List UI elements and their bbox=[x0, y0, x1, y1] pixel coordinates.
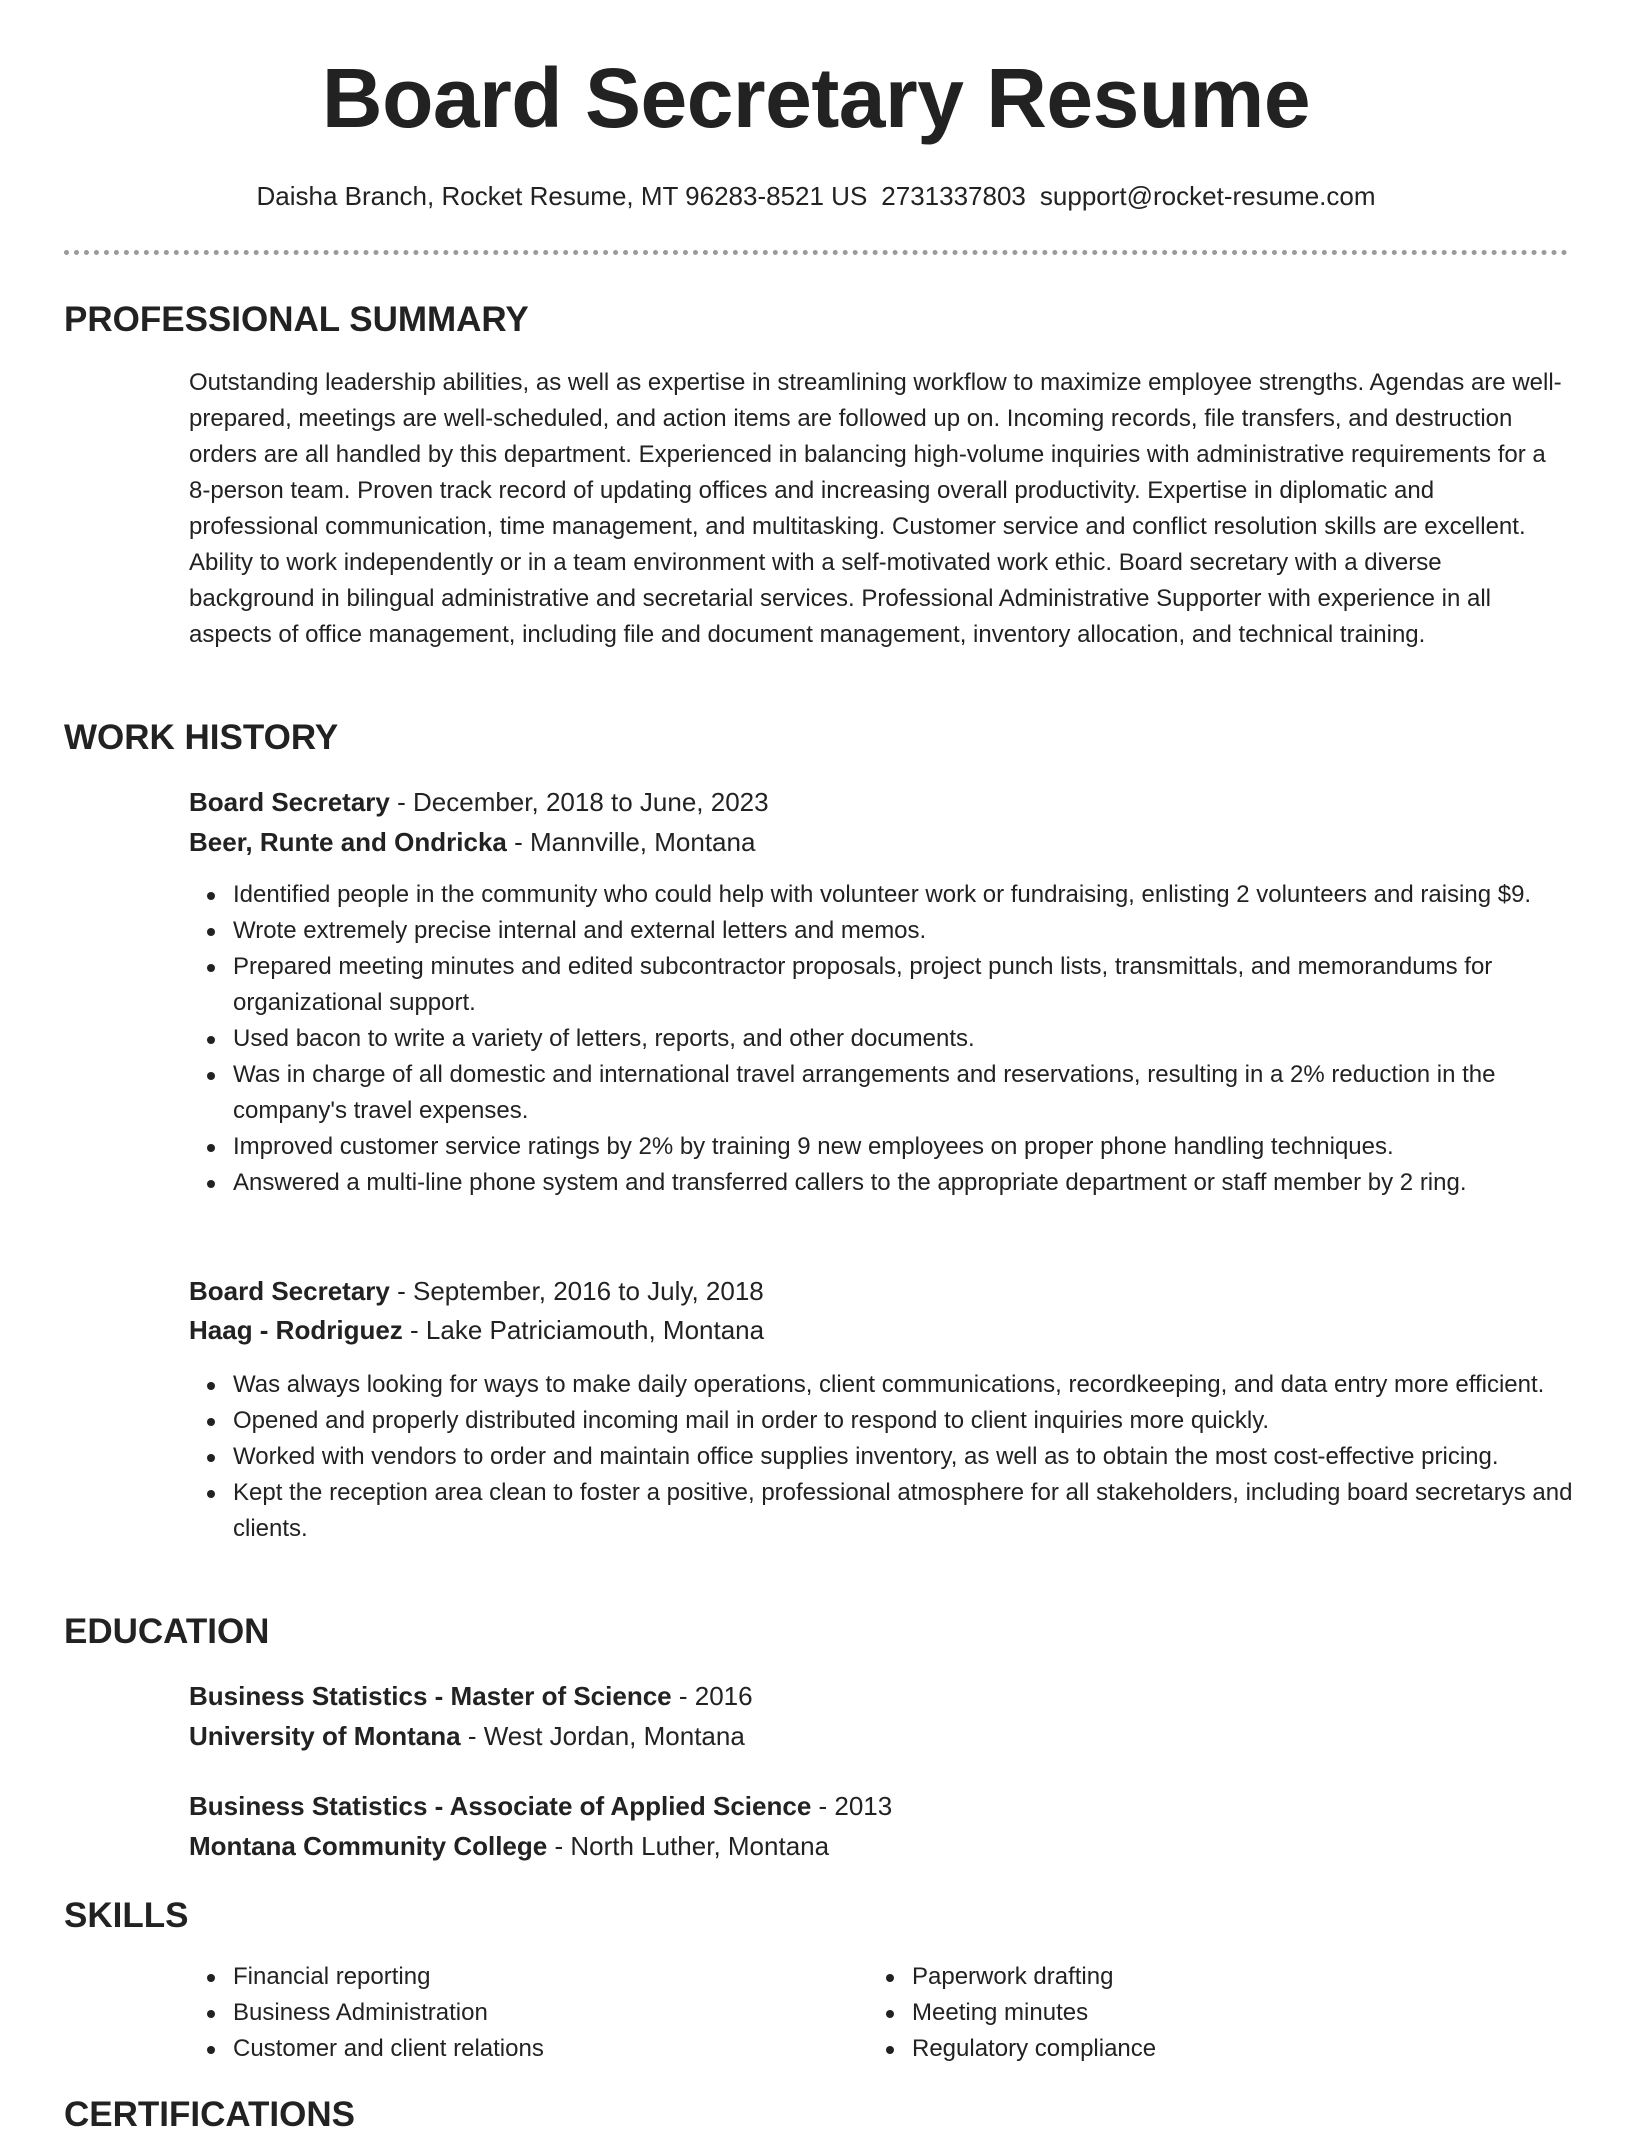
job-company-line bbox=[189, 1315, 764, 1346]
section-heading-certifications: CERTIFICATIONS bbox=[64, 2095, 356, 2134]
job-duties-list bbox=[189, 1367, 1613, 1547]
education-year: - 2016 bbox=[671, 1681, 753, 1711]
skill-item: Meeting minutes bbox=[912, 1995, 1532, 2031]
section-heading-work: WORK HISTORY bbox=[64, 718, 339, 757]
skill-item: Financial reporting bbox=[233, 1959, 853, 1995]
contact-line bbox=[0, 181, 1632, 212]
education-degree: Business Statistics - Master of Science bbox=[189, 1681, 672, 1711]
list-item: Worked with vendors to order and maintain office supplies inventory, as well as to obtain the most cost-effective pricing. bbox=[233, 1439, 1613, 1475]
job-dates: - December, 2018 to June, 2023 bbox=[389, 787, 769, 817]
section-heading-skills: SKILLS bbox=[64, 1896, 189, 1935]
job-title: Board Secretary bbox=[189, 787, 390, 817]
list-item: Was always looking for ways to make daily operations, client communications, recordkeeping, and data entry more efficient. bbox=[233, 1367, 1613, 1403]
education-school: Montana Community College bbox=[189, 1831, 548, 1861]
skill-item: Customer and client relations bbox=[233, 2031, 853, 2067]
list-item: Identified people in the community who could help with volunteer work or fundraising, enlisting 2 volunteers and raising $9. bbox=[233, 877, 1613, 913]
education-location: - North Luther, Montana bbox=[547, 1831, 830, 1861]
list-item: Wrote extremely precise internal and external letters and memos. bbox=[233, 913, 1613, 949]
list-item: Kept the reception area clean to foster a positive, professional atmosphere for all stakeholders, including board secretarys and clients. bbox=[233, 1475, 1613, 1547]
section-heading-summary: PROFESSIONAL SUMMARY bbox=[64, 300, 529, 339]
contact-phone: 2731337803 bbox=[881, 181, 1026, 211]
skill-item: Regulatory compliance bbox=[912, 2031, 1532, 2067]
education-school-line bbox=[189, 1831, 829, 1862]
contact-address: Daisha Branch, Rocket Resume, MT 96283-8521 US bbox=[256, 181, 868, 211]
job-title: Board Secretary bbox=[189, 1276, 390, 1306]
list-item: Used bacon to write a variety of letters, reports, and other documents. bbox=[233, 1021, 1613, 1057]
skills-list-left bbox=[189, 1959, 853, 2067]
job-title-line bbox=[189, 787, 769, 818]
contact-email[interactable]: support@rocket-resume.com bbox=[1039, 181, 1376, 211]
skill-item: Paperwork drafting bbox=[912, 1959, 1532, 1995]
job-location: - Lake Patriciamouth, Montana bbox=[402, 1315, 765, 1345]
list-item: Improved customer service ratings by 2% by training 9 new employees on proper phone handling techniques. bbox=[233, 1129, 1613, 1165]
education-degree: Business Statistics - Associate of Applied Science bbox=[189, 1791, 812, 1821]
summary-text: Outstanding leadership abilities, as well as expertise in streamlining workflow to maximize employee strengths. Agendas are well-prepared, meetings are well-scheduled, and action items are followed up on. Incoming records, file transfers, and destruction orders are all handled by this department. Experienced in balancing high-volume inquiries with administrative requirements for a 8-person team. Proven track record of updating offices and increasing overall productivity. Expertise in diplomatic and professional communication, time management, and multitasking. Customer service and conflict resolution skills are excellent. Ability to work independently or in a team environment with a self-motivated work ethic. Board secretary with a diverse background in bilingual administrative and secretarial services. Professional Administrative Supporter with experience in all aspects of office management, including file and document management, inventory allocation, and technical training. bbox=[189, 369, 1562, 648]
education-location: - West Jordan, Montana bbox=[460, 1721, 745, 1751]
section-heading-education: EDUCATION bbox=[64, 1612, 270, 1651]
job-duties-list bbox=[189, 877, 1613, 1201]
job-title-line bbox=[189, 1276, 764, 1307]
job-location: - Mannville, Montana bbox=[506, 827, 756, 857]
list-item: Prepared meeting minutes and edited subcontractor proposals, project punch lists, transmittals, and memorandums for organizational support. bbox=[233, 949, 1613, 1021]
job-company: Beer, Runte and Ondricka bbox=[189, 827, 507, 857]
education-school-line bbox=[189, 1721, 745, 1752]
skill-item: Business Administration bbox=[233, 1995, 853, 2031]
education-degree-line bbox=[189, 1791, 892, 1822]
job-dates: - September, 2016 to July, 2018 bbox=[389, 1276, 764, 1306]
list-item: Was in charge of all domestic and international travel arrangements and reservations, resulting in a 2% reduction in the company's travel expenses. bbox=[233, 1057, 1613, 1129]
job-company-line bbox=[189, 827, 755, 858]
education-degree-line bbox=[189, 1681, 753, 1712]
job-company: Haag - Rodriguez bbox=[189, 1315, 403, 1345]
list-item: Answered a multi-line phone system and transferred callers to the appropriate department or staff member by 2 ring. bbox=[233, 1165, 1613, 1201]
education-year: - 2013 bbox=[811, 1791, 893, 1821]
page-title: Board Secretary Resume bbox=[321, 51, 1311, 145]
header-divider bbox=[64, 250, 1568, 255]
education-school: University of Montana bbox=[189, 1721, 461, 1751]
skills-list-right bbox=[868, 1959, 1532, 2067]
list-item: Opened and properly distributed incoming mail in order to respond to client inquiries more quickly. bbox=[233, 1403, 1613, 1439]
